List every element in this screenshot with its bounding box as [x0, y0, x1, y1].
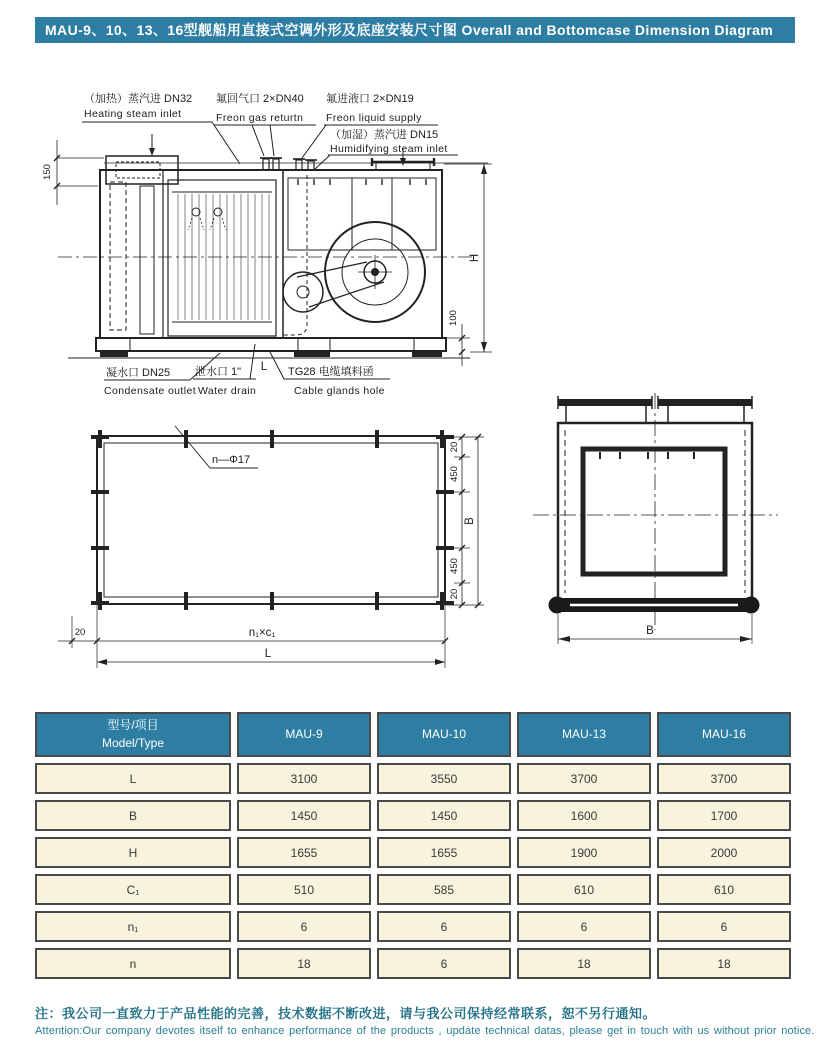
drain-label-en: Water drain — [198, 385, 257, 397]
elevation-length-label: L — [260, 361, 268, 373]
table-cell: 610 — [517, 874, 651, 905]
plan-dim-450-top: 450 — [449, 466, 460, 482]
cable-gland-label-en: Cable glands hole — [294, 385, 385, 397]
table-cell: 3700 — [517, 763, 651, 794]
drain-label-cn: 泄水口 1" — [195, 366, 242, 378]
plan-dim-bottom-20: 20 — [449, 588, 460, 600]
table-cell: 1700 — [657, 800, 791, 831]
plan-dim-l: L — [264, 648, 272, 660]
table-cell: 1450 — [237, 800, 371, 831]
table-cell: 6 — [237, 911, 371, 942]
table-header-model — [35, 712, 231, 757]
plan-dim-450-bottom: 450 — [449, 558, 460, 574]
dim-100 — [446, 324, 470, 366]
condensate-label-cn: 凝水口 DN25 — [106, 367, 171, 379]
humidifying-steam-label-en: Humidifying steam inlet — [330, 143, 448, 155]
table-header-mau10: MAU-10 — [377, 712, 511, 757]
row-label: n₁ — [35, 911, 231, 942]
humidifying-steam-label-cn: （加湿）蒸汽进 DN15 — [330, 129, 439, 141]
casing-outline — [100, 170, 442, 338]
heating-steam-label-en: Heating steam inlet — [84, 108, 182, 120]
table-header-mau16: MAU-16 — [657, 712, 791, 757]
footer-note-en: Attention:Our company devotes itself to enhance performance of the products , update technical datas, please get in touch with us without prior notice. — [35, 1025, 815, 1037]
dimension-table — [35, 712, 795, 979]
table-header-mau13: MAU-13 — [517, 712, 651, 757]
hole-callout-label: n—Φ17 — [212, 454, 251, 466]
dim-h-value: H — [469, 253, 481, 263]
heating-steam-label-cn: （加热）蒸汽进 DN32 — [84, 93, 193, 105]
table-header-mau9: MAU-9 — [237, 712, 371, 757]
table-cell: 3700 — [657, 763, 791, 794]
dim-150 — [54, 140, 104, 205]
dim-100-value: 100 — [448, 310, 459, 326]
table-cell: 585 — [377, 874, 511, 905]
footer-note — [35, 1003, 823, 1037]
plan-dim-b: B — [464, 517, 476, 525]
base-plan-outline — [97, 436, 445, 604]
junction-box — [106, 134, 178, 184]
row-label: B — [35, 800, 231, 831]
freon-gas-label-en: Freon gas returtn — [216, 112, 304, 124]
dim-150-value: 150 — [42, 164, 53, 180]
base-frame — [68, 338, 470, 358]
cable-gland-label-cn: TG28 电缆填料函 — [288, 366, 374, 378]
bolt-hole-marks — [91, 430, 454, 610]
table-cell: 3100 — [237, 763, 371, 794]
coil-section — [168, 175, 307, 336]
table-cell: 6 — [657, 911, 791, 942]
plan-dim-top-20: 20 — [449, 441, 460, 453]
freon-gas-label-cn: 氟回气口 2×DN40 — [216, 93, 304, 105]
table-cell: 1900 — [517, 837, 651, 868]
table-cell: 18 — [517, 948, 651, 979]
fan-section — [283, 158, 436, 322]
bottom-rail — [549, 597, 760, 614]
table-cell: 18 — [657, 948, 791, 979]
elevation-view — [42, 91, 492, 397]
model-header-en: Model/Type — [101, 735, 165, 750]
table-cell: 2000 — [657, 837, 791, 868]
side-dim-b-value: B — [646, 625, 654, 637]
table-cell: 6 — [517, 911, 651, 942]
table-cell: 1600 — [517, 800, 651, 831]
footer-note-cn: 注：我公司一直致力于产品性能的完善，技术数据不断改进，请与我公司保持经常联系，恕不另行通知。 — [35, 1006, 657, 1021]
plan-view — [58, 426, 484, 668]
row-label: C₁ — [35, 874, 231, 905]
plan-dim-left-20: 20 — [74, 627, 86, 638]
table-cell: 18 — [237, 948, 371, 979]
table-cell: 510 — [237, 874, 371, 905]
table-cell: 3550 — [377, 763, 511, 794]
plan-dim-pitch: n₁×c₁ — [248, 627, 276, 639]
table-cell: 1450 — [377, 800, 511, 831]
table-cell: 1655 — [377, 837, 511, 868]
row-label: L — [35, 763, 231, 794]
row-label: n — [35, 948, 231, 979]
page-title: MAU-9、10、13、16型舰船用直接式空调外形及底座安装尺寸图 Overall and Bottomcase Dimension Diagram — [35, 17, 795, 43]
motor — [283, 272, 323, 312]
row-label: H — [35, 837, 231, 868]
model-header-cn: 型号/项目 — [107, 718, 159, 733]
table-cell: 1655 — [237, 837, 371, 868]
side-view — [533, 393, 778, 644]
table-cell: 610 — [657, 874, 791, 905]
freon-liquid-label-cn: 氟进液口 2×DN19 — [326, 93, 414, 105]
table-cell: 6 — [377, 911, 511, 942]
side-opening — [583, 449, 725, 574]
table-cell: 6 — [377, 948, 511, 979]
condensate-label-en: Condensate outlet — [104, 385, 197, 397]
freon-liquid-label-en: Freon liquid supply — [326, 112, 422, 124]
